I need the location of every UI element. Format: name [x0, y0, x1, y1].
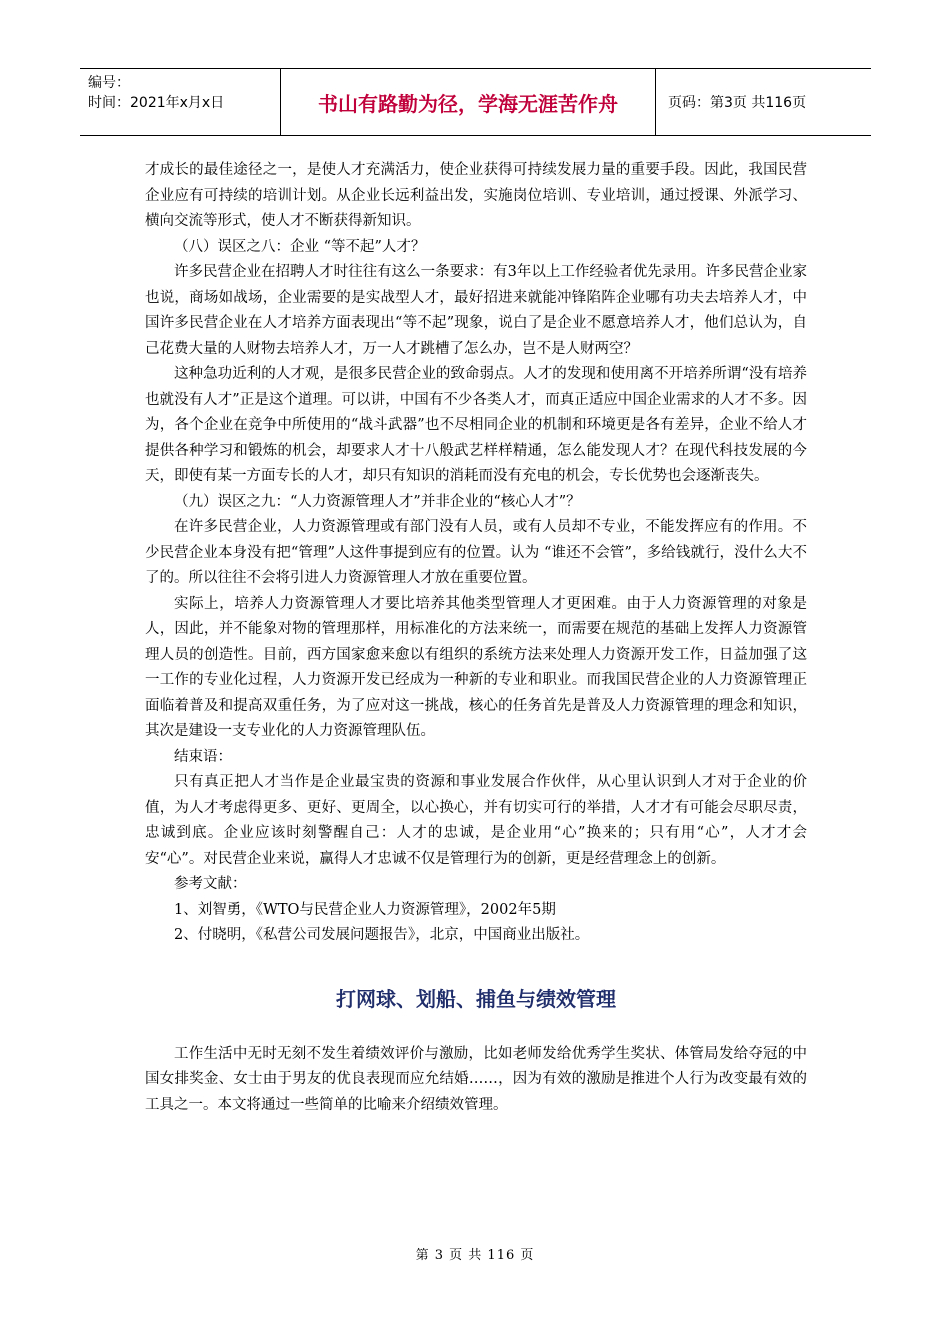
- article-title: 打网球、划船、捕鱼与绩效管理: [336, 986, 616, 1011]
- paragraph: 在许多民营企业，人力资源管理或有部门没有人员，或有人员却不专业，不能发挥应有的作用。不少民营企业本身没有把“管理”人这件事提到应有的位置。认为 “谁还不会管”，多给钱就行，没什么大不了的。所以往往不会将引进人力资源管理人才放在重要位置。: [145, 519, 807, 586]
- reference-item: 2、付晓明，《私营公司发展问题报告》，北京，中国商业出版社。: [174, 927, 590, 943]
- header-motto: 书山有路勤为径，学海无涯苦作舟: [281, 69, 656, 135]
- paragraph: 只有真正把人才当作是企业最宝贵的资源和事业发展合作伙伴，从心里认识到人才对于企业的价值，为人才考虑得更多、更好、更周全，以心换心，并有切实可行的举措，人才才有可能会尽职尽责，忠诚到底。企业应该时刻警醒自己：人才的忠诚，是企业用“心”换来的；只有用“心”，人才才会安“心”。对民营企业来说，赢得人才忠诚不仅是管理行为的创新，更是经营理念上的创新。: [145, 774, 807, 867]
- references-heading: 参考文献：: [174, 876, 247, 892]
- page-header: [80, 68, 871, 136]
- conclusion-heading: 结束语：: [174, 748, 232, 765]
- page-footer: 第 3 页 共 116 页: [415, 1248, 535, 1263]
- header-meta: [80, 69, 281, 135]
- paragraph: 许多民营企业在招聘人才时往往有这么一条要求：有3年以上工作经验者优先录用。许多民营企业家也说，商场如战场，企业需要的是实战型人才，最好招进来就能冲锋陷阵企业哪有功夫去培养人才，中国许多民营企业在人才培养方面表现出“等不起”现象，说白了是企业不愿意培养人才，他们总认为，自己花费大量的人财物去培养人才，万一人才跳槽了怎么办，岂不是人财两空？: [145, 264, 807, 357]
- paragraph: 才成长的最佳途径之一，是使人才充满活力，使企业获得可持续发展力量的重要手段。因此，我国民营企业应有可持续的培训计划。从企业长远利益出发，实施岗位培训、专业培训，通过授课、外派学习、横向交流等形式，使人才不断获得新知识。: [145, 162, 807, 229]
- document-body: [145, 158, 807, 1118]
- paragraph: 工作生活中无时无刻不发生着绩效评价与激励，比如老师发给优秀学生奖状、体管局发给夺冠的中国女排奖金、女士由于男友的优良表现而应允结婚……，因为有效的激励是推进个人行为改变最有效的工具之一。本文将通过一些简单的比喻来介绍绩效管理。: [145, 1045, 807, 1113]
- section-heading: （九）误区之九：“人力资源管理人才”并非企业的“核心人才”？: [174, 493, 581, 510]
- paragraph: 这种急功近利的人才观，是很多民营企业的致命弱点。人才的发现和使用离不开培养所谓“没有培养也就没有人才”正是这个道理。可以讲，中国有不少各类人才，而真正适应中国企业需求的人才不多。因为，各个企业在竞争中所使用的“战斗武器”也不尽相同企业的机制和环境更是各有差异，企业不给人才提供各种学习和锻炼的机会，却要求人才十八般武艺样样精通，怎么能发现人才？在现代科技发展的今天，即使有某一方面专长的人才，却只有知识的消耗而没有充电的机会，专长优势也会逐渐丧失。: [145, 366, 807, 484]
- document-date-label: 时间：2021年x月x日: [88, 95, 225, 111]
- section-heading: （八）误区之八：企业 “等不起”人才？: [174, 238, 426, 255]
- reference-item: 1、刘智勇，《WTO与民营企业人力资源管理》，2002年5期: [174, 901, 556, 918]
- document-number-label: 编号：: [88, 75, 130, 91]
- header-page-info: 页码：第3页 共116页: [668, 95, 807, 111]
- paragraph: 实际上，培养人力资源管理人才要比培养其他类型管理人才更困难。由于人力资源管理的对象是人，因此，并不能象对物的管理那样，用标准化的方法来统一，而需要在规范的基础上发挥人力资源管理人员的创造性。目前，西方国家愈来愈以有组织的系统方法来处理人力资源开发工作，日益加强了这一工作的专业化过程，人力资源开发已经成为一种新的专业和职业。而我国民营企业的人力资源管理正面临着普及和提高双重任务，为了应对这一挑战，核心的任务首先是普及人力资源管理的理念和知识，其次是建设一支专业化的人力资源管理队伍。: [145, 595, 807, 739]
